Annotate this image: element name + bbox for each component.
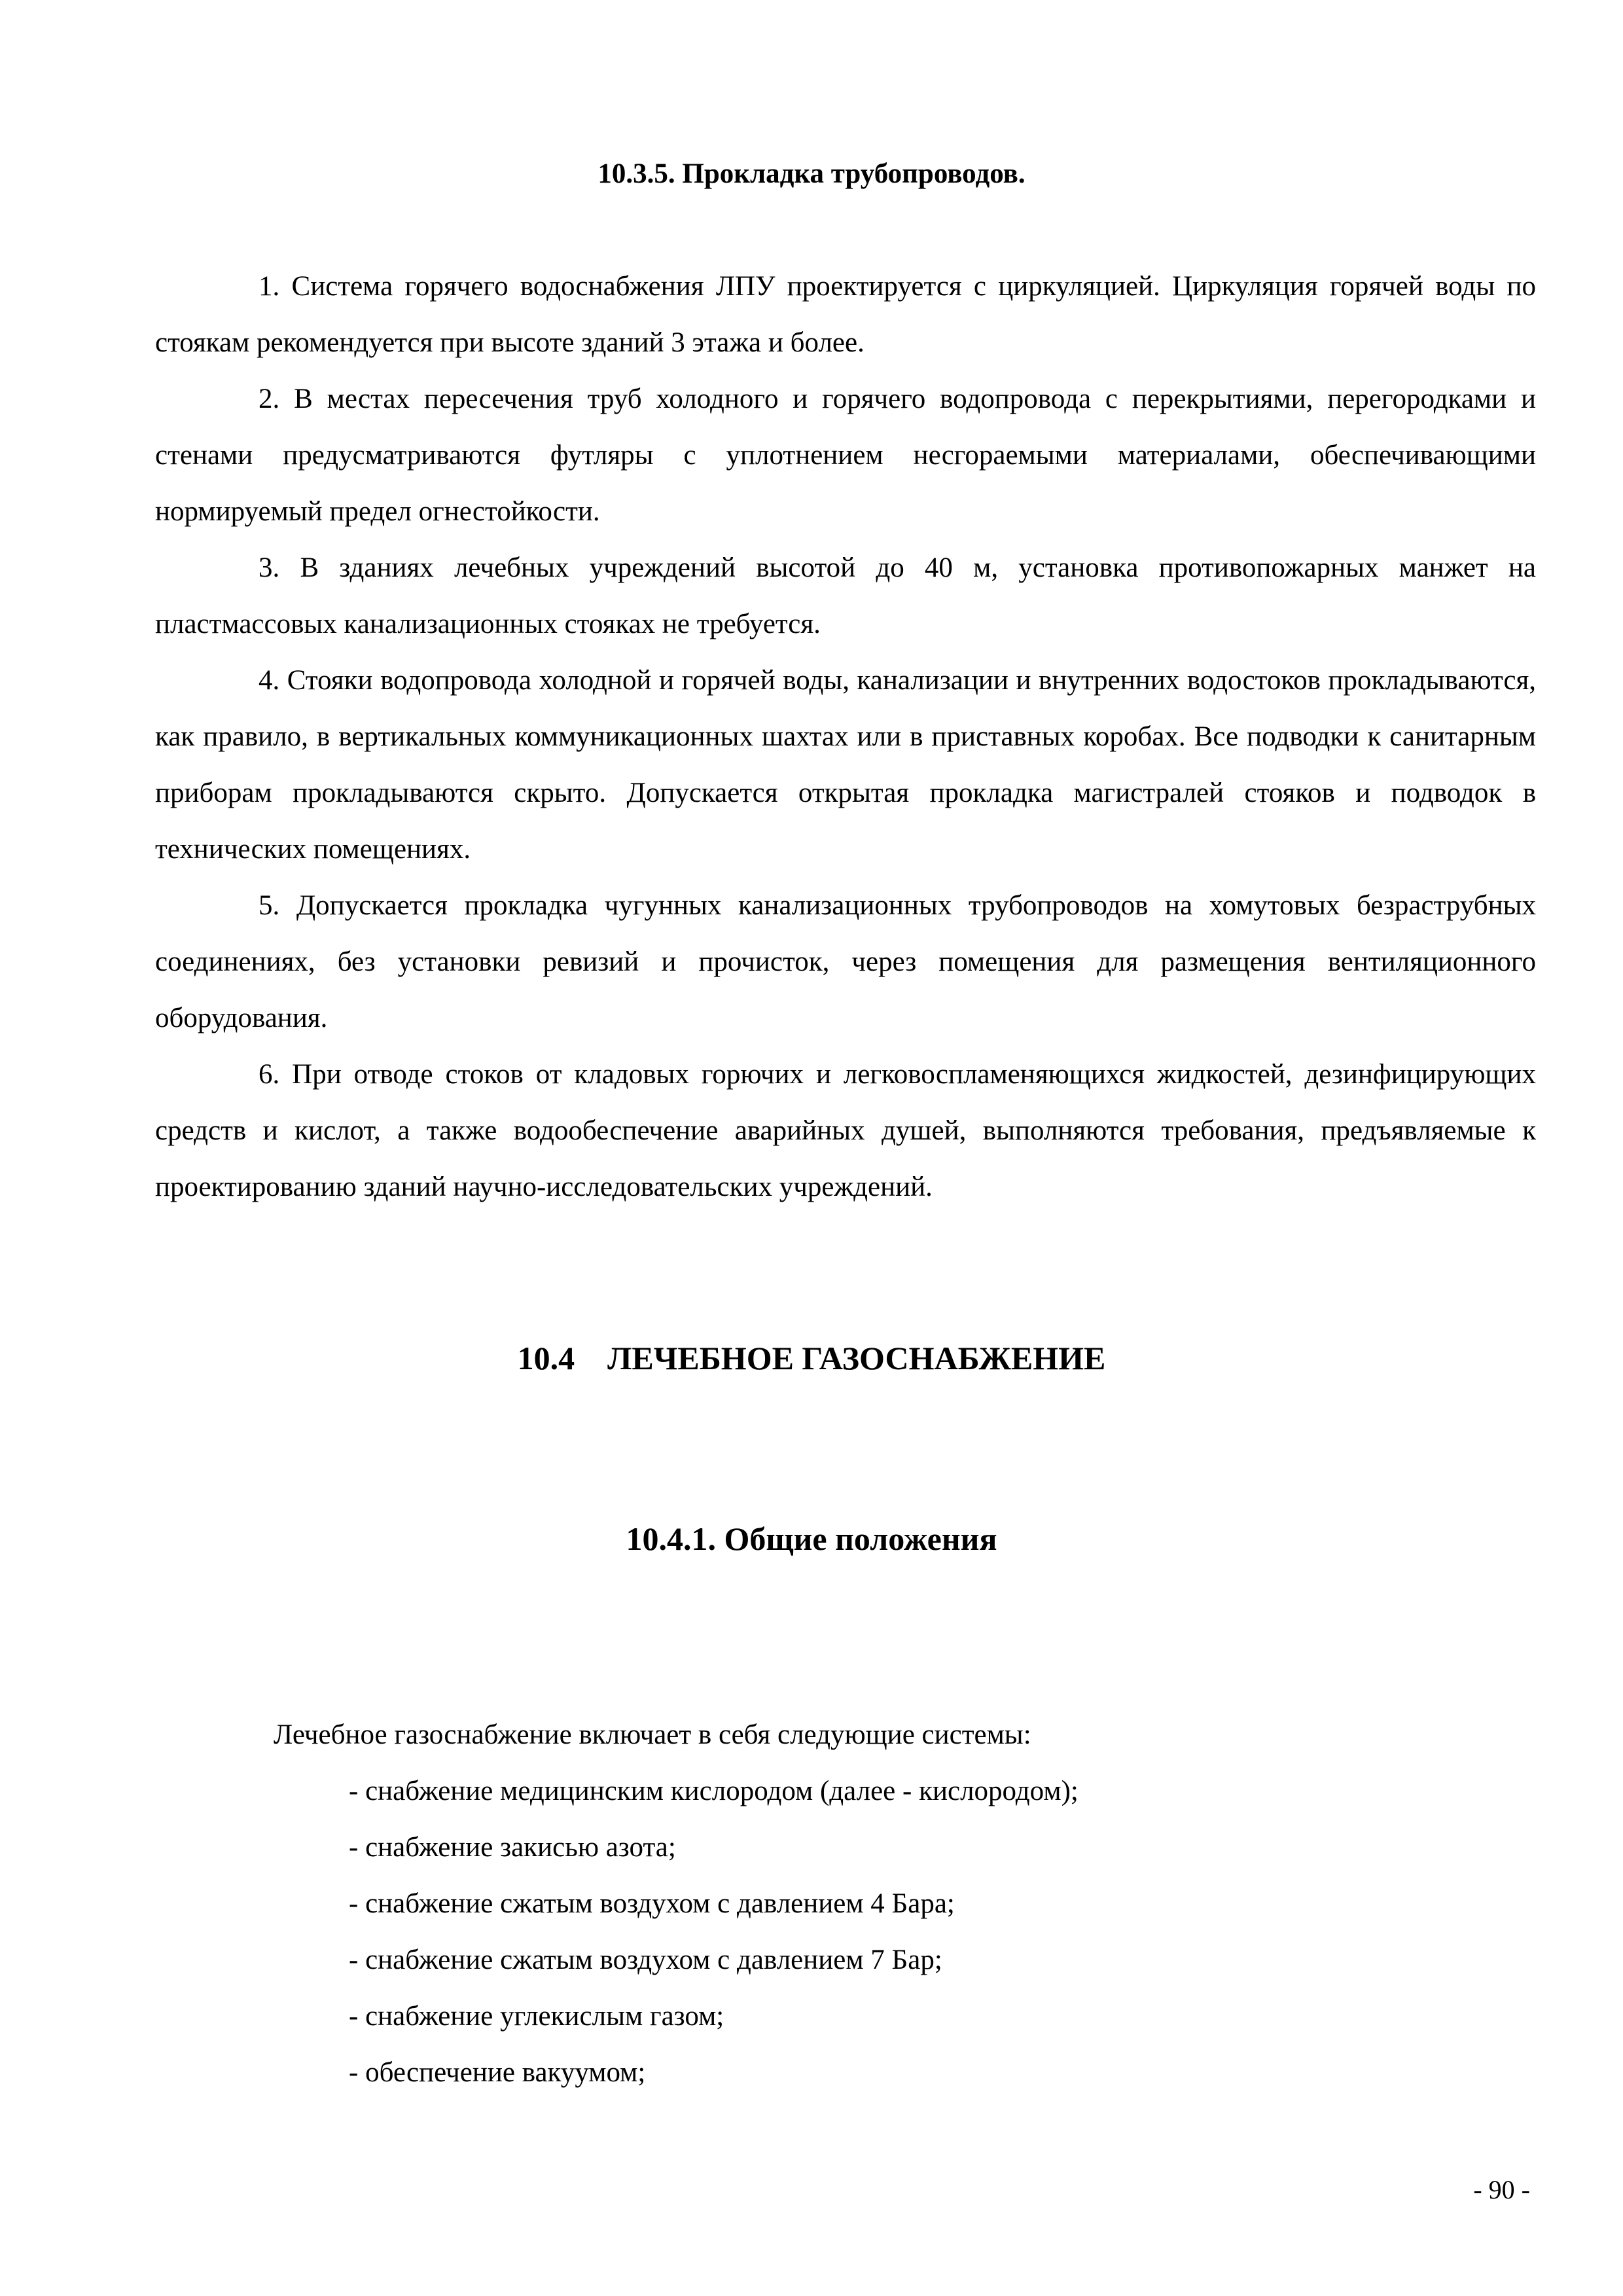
section-title: 10.3.5. Прокладка трубопроводов. bbox=[597, 158, 1026, 189]
paragraph-3: 3. В зданиях лечебных учреждений высотой до 40 м, установка противопожарных манжет на пластмассовых канализационных стояках не требуется. bbox=[155, 552, 1536, 639]
section-body bbox=[155, 259, 1536, 1215]
paragraph-2: 2. В местах пересечения труб холодного и горячего водопровода с перекрытиями, перегородками и стенами предусматриваются футляры с уплотнением несгораемыми материалами, обеспечивающими нормируемый предел огнестойкости. bbox=[155, 384, 1536, 527]
systems-list bbox=[349, 1763, 1079, 2101]
list-item: - снабжение закисью азота; bbox=[349, 1832, 676, 1863]
list-item: - снабжение сжатым воздухом с давлением 4 Бара; bbox=[349, 1888, 955, 1919]
intro-text: Лечебное газоснабжение включает в себя следующие системы: bbox=[274, 1719, 1031, 1750]
chapter-title: ЛЕЧЕБНОЕ ГАЗОСНАБЖЕНИЕ bbox=[607, 1340, 1106, 1376]
list-item: - снабжение углекислым газом; bbox=[349, 2001, 724, 2032]
list-item: - снабжение медицинским кислородом (далее - кислородом); bbox=[349, 1776, 1079, 1806]
subsection-title: 10.4.1. Общие положения bbox=[626, 1520, 997, 1557]
paragraph-5: 5. Допускается прокладка чугунных канализационных трубопроводов на хомутовых безраструбных соединениях, без установки ревизий и прочисток, через помещения для размещения вентиляционного оборудования. bbox=[155, 890, 1536, 1033]
paragraph-6: 6. При отводе стоков от кладовых горючих и легковоспламеняющихся жидкостей, дезинфицирующих средств и кислот, а также водообеспечение аварийных душей, выполняются требования, предъявляемые к проектированию зданий научно-исследовательских учреждений. bbox=[155, 1059, 1536, 1202]
list-item: - обеспечение вакуумом; bbox=[349, 2057, 646, 2088]
page-number: - 90 - bbox=[1473, 2175, 1530, 2204]
list-item: - снабжение сжатым воздухом с давлением 7 Бар; bbox=[349, 1945, 942, 1975]
paragraph-1: 1. Система горячего водоснабжения ЛПУ проектируется с циркуляцией. Циркуляция горячей воды по стоякам рекомендуется при высоте зданий 3 этажа и более. bbox=[155, 271, 1536, 358]
chapter-heading bbox=[0, 1335, 1623, 1381]
chapter-number: 10.4 bbox=[517, 1340, 575, 1376]
paragraph-4: 4. Стояки водопровода холодной и горячей воды, канализации и внутренних водостоков прокладываются, как правило, в вертикальных коммуникационных шахтах или в приставных коробах. Все подводки к санитарным приборам прокладываются скрыто. Допускается открытая прокладка магистралей стояков и подводок в технических помещениях. bbox=[155, 665, 1536, 865]
